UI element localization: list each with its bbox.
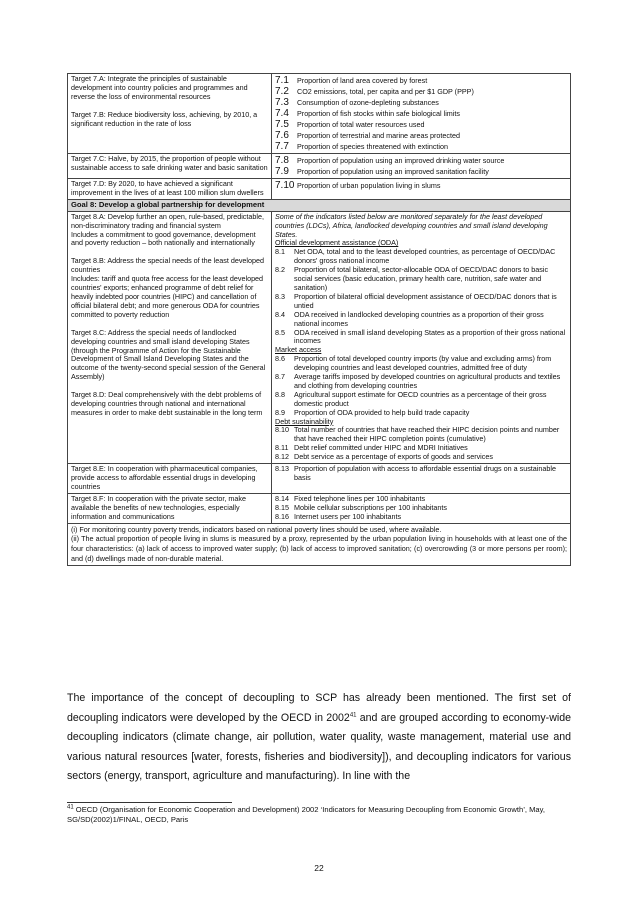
debt-indicator-list — [275, 426, 567, 462]
table-row — [68, 211, 571, 463]
indicator-text: Proportion of fish stocks within safe biological limits — [297, 109, 460, 118]
indicator-item — [275, 108, 567, 119]
target-cell — [68, 211, 272, 463]
footnote-text: OECD (Organisation for Economic Cooperation and Development) 2002 ‘Indicators for Measuring Decoupling from Economic Growth’, May, SG/SD(2002)1/FINAL, OECD, Paris — [67, 805, 545, 825]
target-8e: Target 8.E: In cooperation with pharmaceutical companies, provide access to affordable essential drugs in developing countries — [71, 464, 258, 491]
target-7c: Target 7.C: Halve, by 2015, the proportion of people without sustainable access to safe drinking water and basic sanitation — [71, 154, 268, 172]
indicator-text: Agricultural support estimate for OECD countries as a percentage of their gross domestic product — [294, 389, 547, 408]
indicator-number: 8.11 — [275, 443, 289, 453]
indicator-number: 8.1 — [275, 247, 285, 257]
indicator-number: 8.5 — [275, 327, 285, 337]
body-paragraph — [67, 689, 571, 787]
indicator-cell — [272, 179, 571, 200]
indicator-number: 7.5 — [275, 119, 289, 130]
indicator-item — [275, 180, 567, 191]
target-8b: Target 8.B: Address the special needs of the least developed countries — [71, 256, 264, 275]
page-number: 22 — [314, 863, 324, 873]
indicator-item — [275, 75, 567, 86]
note-i: (i) For monitoring country poverty trends, indicators based on national poverty lines should be used, where available. — [71, 524, 442, 534]
indicator-number: 8.9 — [275, 407, 285, 417]
indicator-item — [275, 266, 567, 293]
indicator-text: Proportion of land area covered by forest — [297, 76, 428, 85]
indicator-number: 7.10 — [275, 180, 295, 191]
indicator-cell — [272, 493, 571, 523]
indicator-item — [275, 391, 567, 409]
indicator-list — [275, 75, 567, 152]
indicator-number: 7.9 — [275, 166, 289, 177]
indicator-number: 7.8 — [275, 155, 289, 166]
indicator-item — [275, 130, 567, 141]
footnote-ref: 41 — [349, 712, 357, 719]
footnote — [67, 805, 571, 826]
indicator-text: Average tariffs imposed by developed countries on agricultural products and textiles and clothing from developing countries — [294, 372, 561, 390]
indicator-text: Consumption of ozone-depleting substances — [297, 98, 439, 107]
market-indicator-list — [275, 355, 567, 417]
target-cell — [68, 493, 272, 523]
indicator-number: 8.4 — [275, 309, 285, 319]
indicator-text: Debt relief committed under HIPC and MDRI Initiatives — [294, 443, 468, 453]
indicator-text: ODA received in small island developing States as a proportion of their gross national incomes — [294, 327, 566, 346]
indicator-item — [275, 329, 567, 347]
indicator-list — [275, 180, 567, 191]
table-row — [68, 493, 571, 523]
indicator-number: 8.6 — [275, 354, 285, 364]
indicator-text: ODA received in landlocked developing countries as a proportion of their gross national incomes — [294, 309, 544, 328]
target-8b-note: Includes: tariff and quota free access for the least developed countries' exports; enhanced programme of debt relief for heavily indebted poor countries (HIPC) and cancellation of official bilateral debt; and more generous ODA for countries committed to poverty reduction — [71, 274, 264, 319]
indicator-item — [275, 293, 567, 311]
indicator-text: CO2 emissions, total, per capita and per $1 GDP (PPP) — [297, 87, 474, 96]
indicator-cell — [272, 211, 571, 463]
indicator-list — [275, 465, 567, 483]
indicator-number: 8.10 — [275, 425, 289, 435]
indicator-item — [275, 86, 567, 97]
indicator-number: 8.16 — [275, 511, 289, 521]
table-row — [68, 74, 571, 154]
indicator-text: Proportion of terrestrial and marine areas protected — [297, 131, 460, 140]
indicator-number: 8.8 — [275, 389, 285, 399]
goal-row — [68, 199, 571, 211]
indicator-number: 7.2 — [275, 86, 289, 97]
table-row — [68, 154, 571, 179]
target-8a-note: Includes a commitment to good governance, development and poverty reduction – both nationally and internationally — [71, 229, 256, 248]
target-7b: Target 7.B: Reduce biodiversity loss, achieving, by 2010, a significant reduction in the rate of loss — [71, 109, 258, 128]
oda-heading: Official development assistance (ODA) — [275, 238, 399, 248]
indicator-text: Proportion of urban population living in slums — [297, 181, 441, 190]
indicator-text: Total number of countries that have reached their HIPC decision points and number that have reached their HIPC completion points (cumulative) — [294, 425, 560, 444]
table-row — [68, 179, 571, 200]
target-7a: Target 7.A: Integrate the principles of sustainable development into country policies and programmes and reverse the loss of environmental resources — [71, 74, 248, 101]
indicator-item — [275, 453, 567, 462]
indicator-text: Proportion of population using an improved sanitation facility — [297, 167, 489, 176]
target-cell — [68, 464, 272, 494]
market-access-heading: Market access — [275, 345, 322, 355]
indicator-cell — [272, 74, 571, 154]
indicator-text: Debt service as a percentage of exports of goods and services — [294, 452, 493, 462]
indicator-text: Net ODA, total and to the least developed countries, as percentage of OECD/DAC donors' gross national income — [294, 247, 556, 266]
indicator-number: 8.15 — [275, 502, 289, 512]
indicator-text: Internet users per 100 inhabitants — [294, 511, 402, 521]
footnote-number: 41 — [67, 804, 74, 811]
target-8f: Target 8.F: In cooperation with the private sector, make available the benefits of new technologies, especially information and communications — [71, 493, 246, 521]
indicator-cell — [272, 464, 571, 494]
indicator-item — [275, 465, 567, 483]
body-text-part2: and are grouped according to economy-wide decoupling indicators (climate change, air pollution, water quality, waste management, material use and various natural resources [water, forests, fisheries and biodiversity]), and decoupling indicators for various sectors (energy, transport, agriculture and manufacturing). In line with the — [67, 711, 571, 783]
notes-row — [68, 523, 571, 565]
indicator-item — [275, 141, 567, 152]
indicator-text: Proportion of total water resources used — [297, 120, 425, 129]
indicator-item — [275, 373, 567, 391]
goal-8-title: Goal 8: Develop a global partnership for development — [68, 199, 571, 211]
indicator-text: Proportion of population using an improved drinking water source — [297, 156, 505, 165]
body-text-part1: The importance of the concept of decoupling to SCP has already been mentioned. The first set of decoupling indicators were developed by the OECD in 2002 — [67, 692, 571, 724]
indicator-text: Fixed telephone lines per 100 inhabitants — [294, 493, 426, 503]
indicator-text: Proportion of species threatened with extinction — [297, 142, 449, 151]
indicator-number: 7.6 — [275, 130, 289, 141]
indicator-item — [275, 155, 567, 166]
indicator-item — [275, 248, 567, 266]
indicator-cell — [272, 154, 571, 179]
target-cell — [68, 74, 272, 154]
indicator-item — [275, 166, 567, 177]
indicator-number: 7.4 — [275, 108, 289, 119]
indicator-text: Proportion of bilateral official development assistance of OECD/DAC donors that is untied — [294, 291, 557, 310]
indicator-number: 8.2 — [275, 265, 285, 275]
indicator-number: 7.1 — [275, 75, 289, 86]
indicator-item — [275, 355, 567, 373]
indicator-number: 8.14 — [275, 493, 289, 503]
target-cell — [68, 154, 272, 179]
target-7d: Target 7.D: By 2020, to have achieved a significant improvement in the lives of at least 100 million slum dwellers — [71, 179, 264, 197]
indicator-number: 8.3 — [275, 291, 285, 301]
indicator-list — [275, 155, 567, 177]
indicator-item — [275, 426, 567, 444]
indicator-number: 7.7 — [275, 141, 289, 152]
debt-heading: Debt sustainability — [275, 416, 334, 426]
footnote-divider — [67, 802, 232, 803]
indicator-item — [275, 311, 567, 329]
indicator-text: Proportion of ODA provided to help build trade capacity — [294, 407, 470, 417]
table-row — [68, 464, 571, 494]
target-8c: Target 8.C: Address the special needs of landlocked developing countries and small island developing States (through the Programme of Action for the Sustainable Development of Small Island Developing States and the outcome of the twenty-second special session of the General Assembly) — [71, 327, 266, 382]
mdg-indicators-table — [67, 73, 571, 566]
indicator-item — [275, 513, 567, 522]
indicator-number: 8.13 — [275, 464, 289, 474]
note-ii: (ii) The actual proportion of people living in slums is measured by a proxy, represented by the urban population living in households with at least one of the four characteristics: (a) lack of access to improved water supply; (b) lack of access to improved sanitation; (c) overcrowding (3 or more persons per room); and (d) dwellings made of non-durable material. — [71, 534, 567, 563]
indicator-number: 7.3 — [275, 97, 289, 108]
indicator-intro: Some of the indicators listed below are monitored separately for the least developed countries (LDCs), Africa, landlocked developing countries and small island developing States. — [275, 211, 548, 239]
indicator-item — [275, 119, 567, 130]
indicator-text: Proportion of total developed country imports (by value and excluding arms) from developing countries and least developed countries, admitted free of duty — [294, 354, 552, 373]
indicator-number: 8.12 — [275, 452, 289, 462]
target-cell — [68, 179, 272, 200]
target-8a: Target 8.A: Develop further an open, rule-based, predictable, non-discriminatory trading and financial system — [71, 211, 264, 230]
oda-indicator-list — [275, 248, 567, 346]
indicator-list — [275, 495, 567, 522]
table-notes — [68, 523, 571, 565]
target-8d: Target 8.D: Deal comprehensively with the debt problems of developing countries through national and international measures in order to make debt sustainable in the long term — [71, 390, 263, 417]
indicator-text: Mobile cellular subscriptions per 100 inhabitants — [294, 502, 448, 512]
indicator-text: Proportion of total bilateral, sector-allocable ODA of OECD/DAC donors to basic social services (basic education, primary health care, nutrition, safe water and sanitation) — [294, 265, 549, 292]
indicator-text: Proportion of population with access to affordable essential drugs on a sustainable basis — [294, 464, 556, 482]
indicator-number: 8.7 — [275, 372, 285, 382]
indicator-item — [275, 97, 567, 108]
